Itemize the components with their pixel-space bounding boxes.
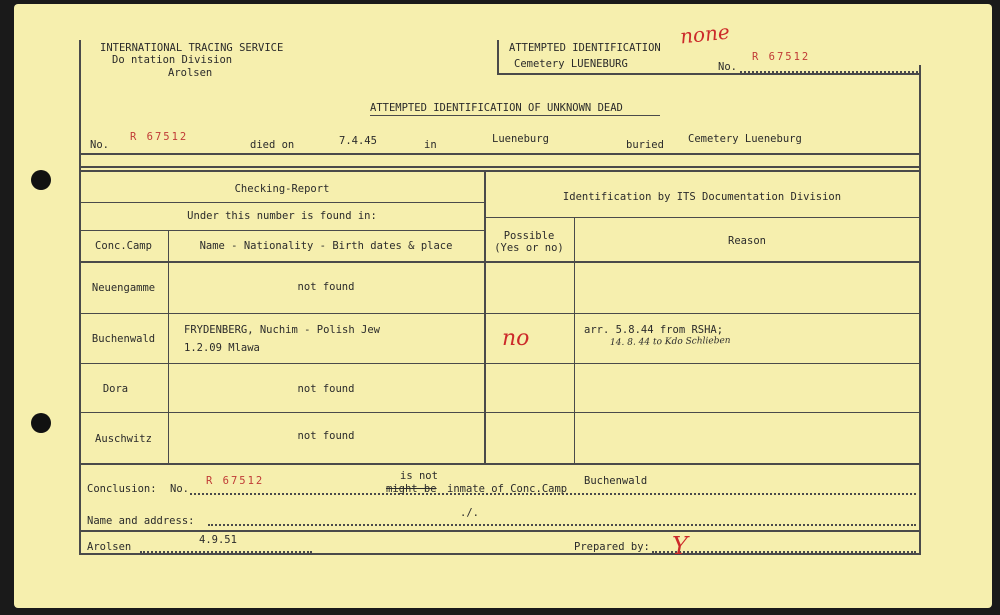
handwritten-none: none xyxy=(678,19,731,49)
header-no-dots xyxy=(740,71,918,73)
bottom-line-1 xyxy=(79,530,920,532)
col-possible-2: (Yes or no) xyxy=(494,242,564,254)
name-address-dots xyxy=(208,524,916,526)
buchenwald-possible-no: no xyxy=(502,326,530,351)
conclusion-label: Conclusion: xyxy=(87,483,157,495)
record-no-value: R 67512 xyxy=(130,131,189,143)
row-camp-neuengamme: Neuengamme xyxy=(91,282,156,294)
record-no-label: No. xyxy=(90,139,109,151)
right-col-divider xyxy=(574,217,575,463)
header-box-title: ATTEMPTED IDENTIFICATION xyxy=(509,42,661,54)
row-auschwitz-result: not found xyxy=(297,430,355,442)
row-buchenwald-birth: 1.2.09 Mlawa xyxy=(184,342,260,354)
header-no-label: No. xyxy=(718,61,737,73)
punch-hole-top xyxy=(31,170,51,190)
arolsen-label: Arolsen xyxy=(87,541,132,553)
col-name-nationality: Name - Nationality - Birth dates & place xyxy=(199,240,453,252)
conclusion-is-not: is not xyxy=(400,470,438,482)
bottom-line-2 xyxy=(79,553,920,555)
arolsen-dots xyxy=(140,551,312,553)
buchenwald-reason-1: arr. 5.8.44 from RSHA; xyxy=(584,324,724,336)
conclusion-camp: Buchenwald xyxy=(584,475,648,487)
org-line-2: Do ntation Division xyxy=(112,54,233,66)
col-possible-1: Possible xyxy=(503,230,555,242)
header-box-left-border xyxy=(497,40,499,73)
header-row-line-right xyxy=(484,217,920,218)
left-subtitle-line xyxy=(79,202,485,203)
prepared-dots xyxy=(652,551,916,553)
name-address-value: ./. xyxy=(460,507,479,519)
conclusion-inmate-text: inmate of Conc.Camp xyxy=(447,483,568,495)
prepared-signature: Y xyxy=(672,532,688,560)
row-neuengamme-result: not found xyxy=(297,281,355,293)
died-label: died on xyxy=(250,139,295,151)
row-line-2 xyxy=(79,313,920,314)
right-frame xyxy=(919,65,921,555)
org-line-3: Arolsen xyxy=(168,67,213,79)
row-line-4 xyxy=(79,412,920,413)
table-bottom-line xyxy=(79,463,920,465)
row-dora-result: not found xyxy=(297,383,355,395)
col-conc-camp: Conc.Camp xyxy=(95,240,152,252)
table-top-line-1 xyxy=(79,166,920,168)
buried-value: Cemetery Lueneburg xyxy=(688,133,802,145)
place-value: Lueneburg xyxy=(492,133,549,145)
form-title-underline xyxy=(370,115,660,116)
row-camp-buchenwald: Buchenwald xyxy=(91,333,156,345)
form-title: ATTEMPTED IDENTIFICATION OF UNKNOWN DEAD xyxy=(370,102,623,114)
checking-report-title: Checking-Report xyxy=(234,183,330,195)
punch-hole-bottom xyxy=(31,413,51,433)
conclusion-no-label: No. xyxy=(170,483,189,495)
name-address-label: Name and address: xyxy=(87,515,195,527)
row-buchenwald-name: FRYDENBERG, Nuchim - Polish Jew xyxy=(184,324,380,336)
row-camp-dora: Dora xyxy=(102,383,129,395)
identification-title: Identification by ITS Documentation Division xyxy=(562,191,842,203)
row-line-3 xyxy=(79,363,920,364)
header-no-value: R 67512 xyxy=(752,51,811,63)
table-top-line-2 xyxy=(79,170,920,172)
prepared-label: Prepared by: xyxy=(574,541,650,553)
in-label: in xyxy=(424,139,437,151)
conclusion-no-value: R 67512 xyxy=(206,475,265,487)
org-line-1: INTERNATIONAL TRACING SERVICE xyxy=(100,42,284,54)
died-value: 7.4.45 xyxy=(339,135,377,147)
row-line-1 xyxy=(79,261,920,263)
col-reason: Reason xyxy=(728,235,766,247)
header-row-line-left xyxy=(79,230,485,231)
record-underline xyxy=(79,153,920,155)
header-box-bottom-border xyxy=(497,73,921,75)
left-frame xyxy=(79,40,81,555)
conclusion-might-be: might be xyxy=(386,483,437,495)
left-col-divider xyxy=(168,230,169,463)
buried-label: buried xyxy=(626,139,664,151)
header-box-cemetery: Cemetery LUENEBURG xyxy=(514,58,628,70)
buchenwald-reason-2: 14. 8. 44 to Kdo Schlieben xyxy=(609,335,731,349)
checking-report-subtitle: Under this number is found in: xyxy=(187,210,377,222)
footer-date: 4.9.51 xyxy=(199,534,237,546)
row-camp-auschwitz: Auschwitz xyxy=(95,433,152,445)
